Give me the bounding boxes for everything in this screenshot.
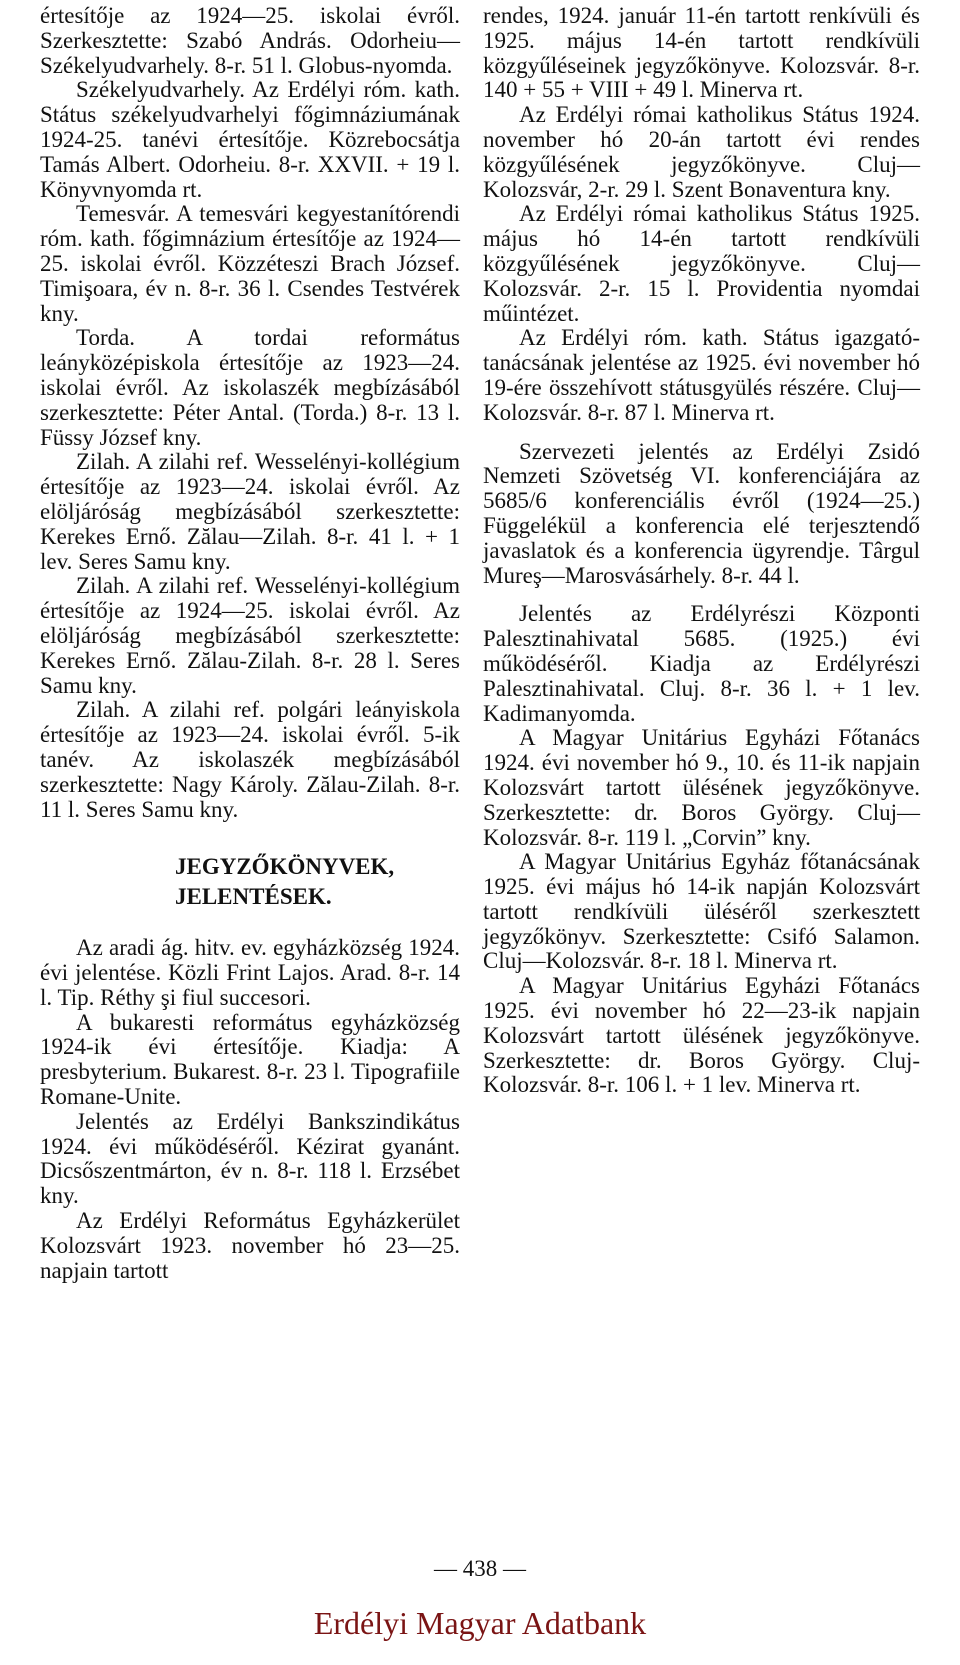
entry-continued: értesítője az 1924—25. iskolai évről. Szerkesztette: Szabó András. Odorheiu—Székelyudvarhely. 8-r. 51 l. Globus-nyomda. [40, 3, 460, 78]
entry-igazgato-tanacs: Az Erdélyi róm. kath. Státus igazgató-tanácsának jelentése az 1925. évi november hó 19-ére összehívott státusgyülés részére. Cluj—Kolozsvár. 8-r. 87 l. Minerva rt. [483, 325, 920, 425]
entry-torda: Torda. A tordai református leányközépiskola értesítője az 1923—24. iskolai évről. Az iskolaszék megbízásából szerkesztette: Péter Antal. (Torda.) 8-r. 13 l. Füssy József kny. [40, 325, 460, 450]
entry-arad: Az aradi ág. hitv. ev. egyházközség 1924. évi jelentése. Közli Frint Lajos. Arad. 8-r. 14 l. Tip. Réthy şi fiul succesori. [40, 935, 460, 1010]
entry-unitarius-1924: A Magyar Unitárius Egyházi Főtanács 1924. évi november hó 9., 10. és 11-ik napjain Kolozsvárt tartott ülésének jegyzőkönyve. Szerkesztette: dr. Boros György. Cluj—Kolozsvár. 8-r. 119 l. „Corvin” kny. [483, 725, 920, 850]
entry-bankszindikatus: Jelentés az Erdélyi Bankszindikátus 1924. évi működéséről. Kézirat gyanánt. Dicsőszentmárton, év n. 8-r. 118 l. Erzsébet kny. [40, 1108, 460, 1209]
section-heading [175, 852, 460, 912]
entry-temesvar: Temesvár. A temesvári kegyestanítórendi róm. kath. főgimnázium értesítője az 1924—25. iskolai évről. Közzéteszi Brach József. Timişoara, év n. 8-r. 36 l. Csendes Testvérek kny. [40, 201, 460, 326]
entry-palesztinahivatal: Jelentés az Erdélyrészi Központi Palesztinahivatal 5685. (1925.) évi működéséről. Kiadja az Erdélyrészi Palesztinahivatal. Cluj. 8-r. 36 l. + 1 lev. Kadimanyomda. [483, 601, 920, 726]
left-column [40, 4, 460, 1283]
entry-szekelyudvarhely: Székelyudvarhely. Az Erdélyi róm. kath. Státus székelyudvarhelyi főgimnáziumának 1924-25. tanévi értesítője. Közrebocsátja Tamás Albert. Odorheiu. 8-r. XXVII. + 19 l. Könyvnyomda rt. [40, 77, 460, 202]
entry-unitarius-1925-november: A Magyar Unitárius Egyházi Főtanács 1925. évi november hó 22—23-ik napjain Kolozsvárt tartott ülésének jegyzőkönyve. Szerkesztette: dr. Boros György. Cluj-Kolozsvár. 8-r. 106 l. + 1 lev. Minerva rt. [483, 973, 920, 1098]
entry-bukarest: A bukaresti református egyházközség 1924-ik évi értesítője. Kiadja: A presbyterium. Bukarest. 8-r. 23 l. Tipografiile Romane-Unite. [40, 1009, 460, 1110]
right-column [483, 4, 920, 1098]
entry-continued-right: rendes, 1924. január 11-én tartott renkívüli és 1925. május 14-én tartott rendkívüli közgyűléseinek jegyzőkönyve. Kolozsvár. 8-r. 140 + 55 + VIII + 49 l. Minerva rt. [483, 3, 920, 103]
heading-line-1: JEGYZŐKÖNYVEK, [175, 854, 395, 880]
page-number: — 438 — [434, 1556, 526, 1581]
entry-zilah-1923: Zilah. A zilahi ref. Wesselényi-kollégium értesítője az 1923—24. iskolai évről. Az elöljáróság megbízásából szerkesztette: Kerekes Ernő. Zălau—Zilah. 8-r. 41 l. + 1 lev. Seres Samu kny. [40, 449, 460, 574]
footer-watermark: Erdélyi Magyar Adatbank [313, 1605, 647, 1641]
entry-unitarius-1925-majus: A Magyar Unitárius Egyház főtanácsának 1925. évi május hó 14-ik napján Kolozsvárt tartott rendkívüli üléséről szerkesztett jegyzőkönyv. Szerkesztette: Csifó Salamon. Cluj—Kolozsvár. 8-r. 18 l. Minerva rt. [483, 849, 920, 974]
entry-status-1924: Az Erdélyi római katholikus Státus 1924. november hó 20-án tartott évi rendes közgyűlésének jegyzőkönyve. Cluj—Kolozsvár, 2-r. 29 l. Szent Bonaventura kny. [483, 102, 920, 202]
entry-zilah-1924: Zilah. A zilahi ref. Wesselényi-kollégium értesítője az 1924—25. iskolai évről. Az elöljáróság megbízásából szerkesztette: Kerekes Ernő. Zălau-Zilah. 8-r. 28 l. Seres Samu kny. [40, 573, 460, 698]
entry-reformatus-egyhazkerulet: Az Erdélyi Református Egyházkerület Kolozsvárt 1923. november hó 23—25. napjain tartott [40, 1208, 460, 1283]
entry-status-1925: Az Erdélyi római katholikus Státus 1925. május hó 14-én tartott rendkívüli közgyűlésének jegyzőkönyve. Cluj—Kolozsvár. 2-r. 15 l. Providentia nyomdai műintézet. [483, 201, 920, 326]
entry-zilah-polgari: Zilah. A zilahi ref. polgári leányiskola értesítője az 1923—24. iskolai évről. 5-ik tanév. Az iskolaszék megbízásából szerkesztette: Nagy Károly. Zălau-Zilah. 8-r. 11 l. Seres Samu kny. [40, 697, 460, 822]
entry-zsido-szovetseg: Szervezeti jelentés az Erdélyi Zsidó Nemzeti Szövetség VI. konferenciájára az 5685/6 konferenciális évről (1924—25.) Függelékül a konferencia elé terjesztendő javaslatok és a konferencia ügyrendje. Târgul Mureş—Marosvásárhely. 8-r. 44 l. [483, 438, 920, 588]
heading-line-2: JELENTÉSEK. [175, 884, 332, 910]
